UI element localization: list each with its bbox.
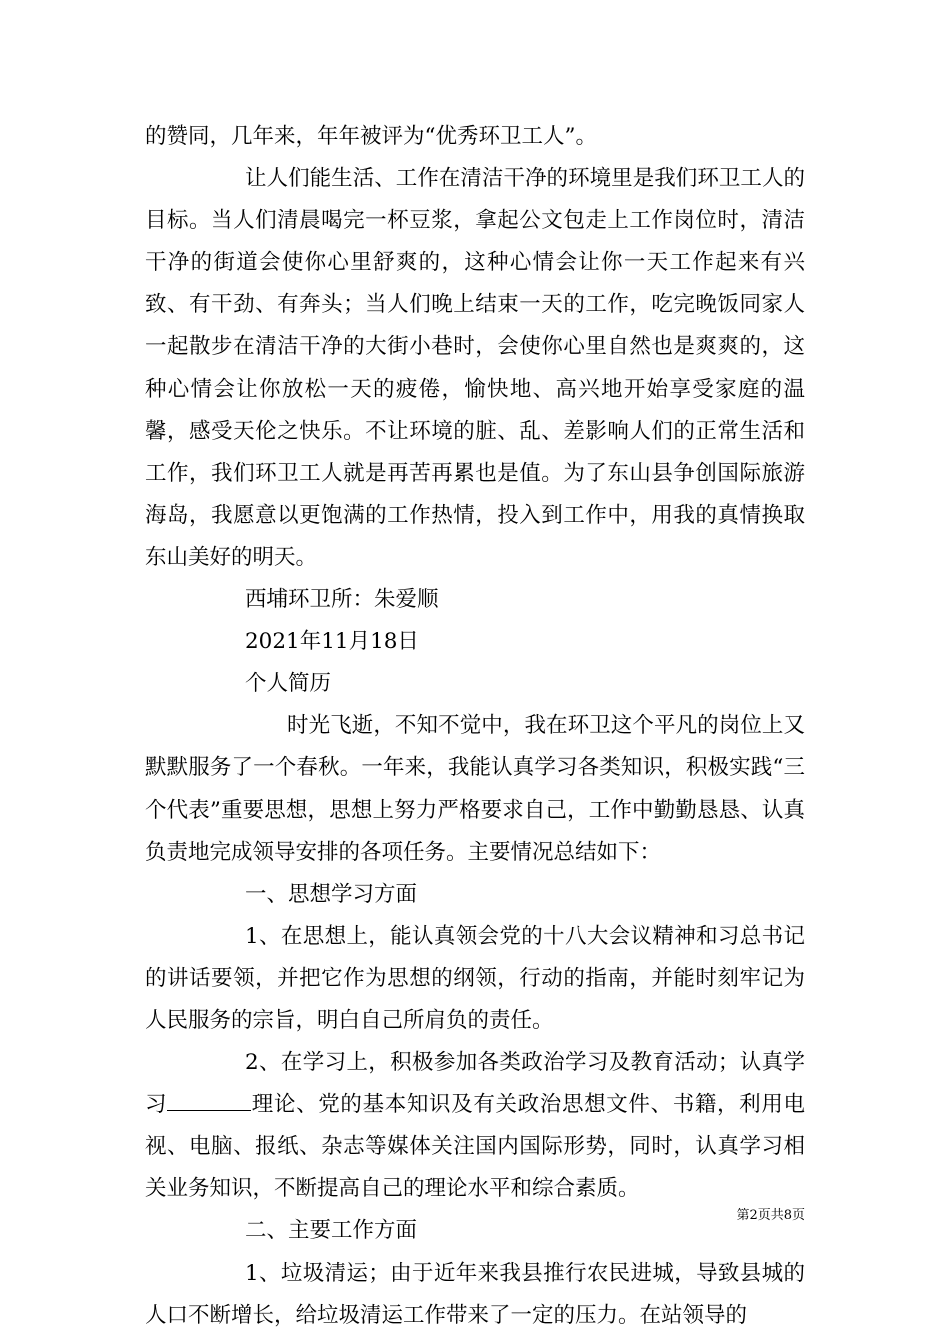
blank-underline: [167, 1090, 251, 1111]
paragraph-continued: 的赞同，几年来，年年被评为“优秀环卫工人”。: [145, 124, 597, 149]
study-text-part1: 2、在学习上，积极参加各类政治学习及教育活动；认真学习: [145, 1050, 805, 1118]
paragraph-thought: 1、在思想上，能认真领会党的十八大会议精神和习总书记的讲话要领，并把它作为思想的纲领，行动的指南，并能时刻牢记为人民服务的宗旨，明白自己所肩负的责任。: [145, 923, 805, 1033]
study-text-part2: 理论、党的基本知识及有关政治思想文件、书籍，利用电视、电脑、报纸、杂志等媒体关注国内国际形势，同时，认真学习相关业务知识，不断提高自己的理论水平和综合素质。: [145, 1092, 805, 1202]
paragraph-garbage-collection: 1、垃圾清运；由于近年来我县推行农民进城，导致县城的人口不断增长，给垃圾清运工作带来了一定的压力。在站领导的: [145, 1260, 805, 1328]
section-heading-thought-study: 一、思想学习方面: [245, 881, 418, 907]
date: 2021年11月18日: [245, 629, 419, 655]
paragraph-intro: 时光飞逝，不知不觉中，我在环卫这个平凡的岗位上又默默服务了一个春秋。一年来，我能认真学习各类知识，积极实践“三个代表”重要思想，思想上努力严格要求自己，工作中勤勤恳恳、认真负责地完成领导安排的各项任务。主要情况总结如下：: [145, 713, 805, 865]
section-heading-resume: 个人简历: [245, 671, 332, 697]
page-number-footer: 第2页共8页: [736, 1208, 805, 1223]
paragraph-study: [145, 1042, 805, 1210]
section-heading-main-work: 二、主要工作方面: [245, 1218, 418, 1244]
signature: 西埔环卫所：朱爱顺: [245, 587, 439, 613]
paragraph-environment-goal: 让人们能生活、工作在清洁干净的环境里是我们环卫工人的目标。当人们清晨喝完一杯豆浆，拿起公文包走上工作岗位时，清洁干净的街道会使你心里舒爽的，这种心情会让你一天工作起来有兴致、有干劲、有奔头；当人们晚上结束一天的工作，吃完晚饭同家人一起散步在清洁干净的大街小巷时，会使你心里自然也是爽爽的，这种心情会让你放松一天的疲倦，愉快地、高兴地开始享受家庭的温馨，感受天伦之快乐。不让环境的脏、乱、差影响人们的正常生活和工作，我们环卫工人就是再苦再累也是值。为了东山县争创国际旅游海岛，我愿意以更饱满的工作热情，投入到工作中，用我的真情换取东山美好的明天。: [145, 166, 805, 570]
document-body: [145, 116, 805, 1337]
